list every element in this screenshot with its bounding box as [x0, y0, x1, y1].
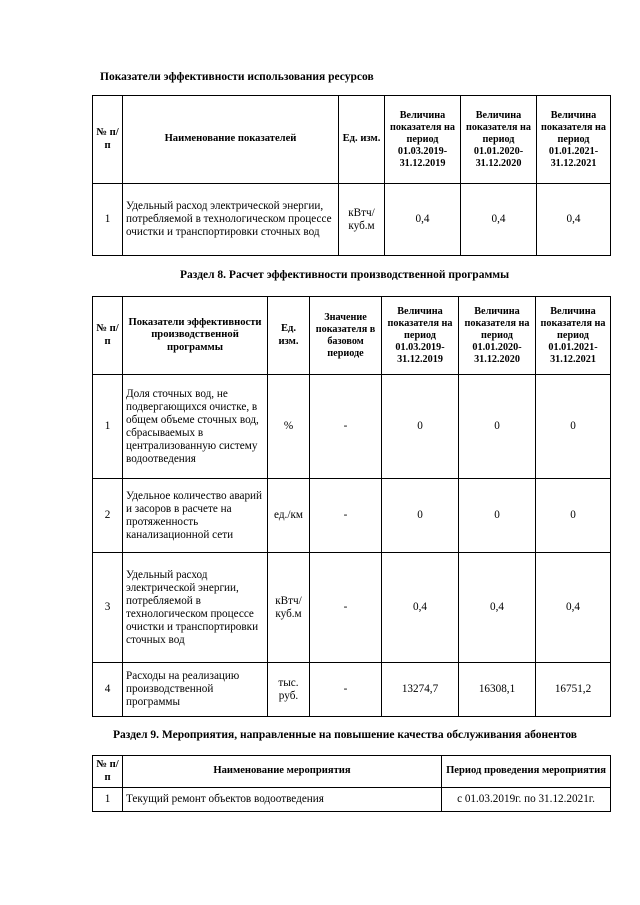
table-header-row: [93, 297, 611, 375]
cell-value-2019: 0,4: [385, 184, 461, 256]
header-period-2020: Величина показателя на период 01.01.2020-31.12.2020: [461, 96, 537, 184]
header-period-2020: Величина показателя на период 01.01.2020-31.12.2020: [459, 297, 536, 375]
section8-table: [92, 296, 611, 717]
header-num: № п/п: [93, 297, 123, 375]
section9-title: Раздел 9. Мероприятия, направленные на повышение качества обслуживания абонентов: [113, 729, 578, 741]
section9-table: [92, 755, 611, 812]
cell-unit: кВтч/ куб.м: [339, 184, 385, 256]
cell-base-value: -: [310, 375, 382, 479]
cell-value-2021: 16751,2: [536, 663, 611, 717]
header-name: Наименование мероприятия: [123, 756, 442, 788]
table-header-row: [93, 96, 611, 184]
cell-name: Расходы на реализацию производственной программы: [123, 663, 268, 717]
cell-name: Удельный расход электрической энергии, потребляемой в технологическом процессе очистки и транспортировки сточных вод: [123, 553, 268, 663]
cell-value-2021: 0: [536, 479, 611, 553]
header-period-2019: Величина показателя на период 01.03.2019-31.12.2019: [385, 96, 461, 184]
header-num: № п/п: [93, 756, 123, 788]
table-row: [93, 375, 611, 479]
cell-name: Доля сточных вод, не подвергающихся очистке, в общем объеме сточных вод, сбрасываемых в централизованную систему водоотведения: [123, 375, 268, 479]
header-unit: Ед. изм.: [268, 297, 310, 375]
cell-value-2019: 0: [382, 375, 459, 479]
cell-unit: %: [268, 375, 310, 479]
cell-unit: кВтч/ куб.м: [268, 553, 310, 663]
section8-title: Раздел 8. Расчет эффективности производственной программы: [180, 269, 510, 281]
header-unit: Ед. изм.: [339, 96, 385, 184]
cell-base-value: -: [310, 479, 382, 553]
header-name: Показатели эффективности производственной программы: [123, 297, 268, 375]
cell-value-2021: 0: [536, 375, 611, 479]
section-resources-title: Показатели эффективности использования ресурсов: [100, 71, 374, 83]
cell-num: 3: [93, 553, 123, 663]
header-period-2019: Величина показателя на период 01.03.2019-31.12.2019: [382, 297, 459, 375]
cell-value-2020: 0: [459, 479, 536, 553]
table-row: [93, 663, 611, 717]
cell-name: Текущий ремонт объектов водоотведения: [123, 788, 442, 812]
table-row: [93, 553, 611, 663]
cell-name: Удельное количество аварий и засоров в расчете на протяженность канализационной сети: [123, 479, 268, 553]
cell-period: с 01.03.2019г. по 31.12.2021г.: [442, 788, 611, 812]
cell-num: 2: [93, 479, 123, 553]
table-header-row: [93, 756, 611, 788]
cell-name: Удельный расход электрической энергии, потребляемой в технологическом процессе очистки и транспортировки сточных вод: [123, 184, 339, 256]
header-period: Период проведения мероприятия: [442, 756, 611, 788]
table-row: [93, 184, 611, 256]
cell-value-2019: 13274,7: [382, 663, 459, 717]
cell-num: 4: [93, 663, 123, 717]
cell-num: 1: [93, 375, 123, 479]
cell-value-2021: 0,4: [536, 553, 611, 663]
cell-value-2021: 0,4: [537, 184, 611, 256]
cell-num: 1: [93, 184, 123, 256]
cell-value-2020: 0,4: [459, 553, 536, 663]
table-row: [93, 479, 611, 553]
cell-unit: ед./км: [268, 479, 310, 553]
header-period-2021: Величина показателя на период 01.01.2021-31.12.2021: [537, 96, 611, 184]
cell-value-2020: 16308,1: [459, 663, 536, 717]
header-num: № п/п: [93, 96, 123, 184]
cell-value-2020: 0: [459, 375, 536, 479]
resources-table: [92, 95, 611, 256]
cell-num: 1: [93, 788, 123, 812]
table-row: [93, 788, 611, 812]
header-period-2021: Величина показателя на период 01.01.2021-31.12.2021: [536, 297, 611, 375]
header-base-value: Значение показателя в базовом периоде: [310, 297, 382, 375]
cell-unit: тыс. руб.: [268, 663, 310, 717]
cell-value-2019: 0: [382, 479, 459, 553]
cell-value-2019: 0,4: [382, 553, 459, 663]
header-name: Наименование показателей: [123, 96, 339, 184]
cell-base-value: -: [310, 663, 382, 717]
cell-base-value: -: [310, 553, 382, 663]
cell-value-2020: 0,4: [461, 184, 537, 256]
